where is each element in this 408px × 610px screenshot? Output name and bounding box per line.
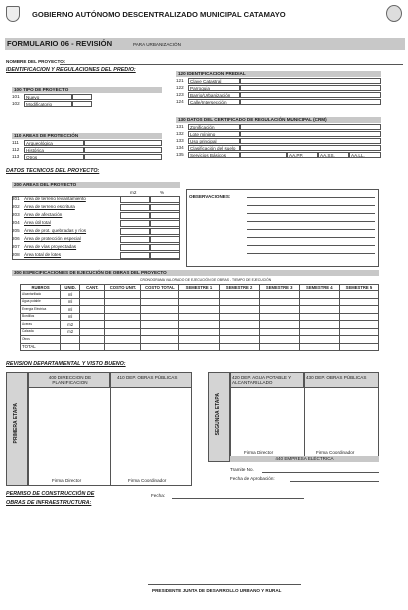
primera-divider [110, 388, 111, 486]
obras-cell[interactable] [105, 313, 141, 321]
area-m2-input[interactable] [120, 228, 150, 235]
crm-service-aall[interactable]: AA.LL. [349, 152, 381, 158]
obras-header: 300 ESPECIFICACIONES DE EJECUCIÓN DE OBRAS DEL PROYECTO [12, 270, 379, 276]
obras-unidad: ml [61, 298, 80, 306]
obras-cell[interactable] [179, 343, 219, 351]
area-pct-input[interactable] [150, 236, 180, 243]
obras-cell[interactable] [219, 321, 259, 329]
area-code: 205 [12, 228, 20, 233]
obras-cell[interactable] [105, 336, 141, 344]
tech-heading: DATOS TECNICOS DEL PROYECTO: [6, 168, 100, 174]
obras-cell[interactable] [219, 328, 259, 336]
observaciones-line[interactable] [247, 229, 375, 230]
predial-field-1[interactable] [240, 78, 381, 84]
prot-historica[interactable]: Histórica [24, 147, 84, 153]
tipo-header: 100 TIPO DE PROYECTO [12, 87, 162, 93]
area-label: Área de prot. quebradas y ríos [24, 228, 87, 233]
obras-col-header: SEMESTRE 1 [179, 285, 219, 291]
area-pct-input[interactable] [150, 196, 180, 203]
area-label: Área de protección especial [24, 236, 81, 241]
primera-etapa-label: PRIMERA ETAPA [13, 403, 19, 444]
area-pct-input[interactable] [150, 204, 180, 211]
primera-firma-director[interactable]: Firma Director [52, 478, 82, 483]
obras-cell[interactable] [141, 336, 179, 344]
crm-field-1[interactable] [240, 124, 381, 130]
revision-heading: REVISION DEPARTAMENTAL Y VISTO BUENO: [6, 361, 126, 367]
obras-col-header: COSTO UNIT. [105, 285, 141, 291]
obras-col-header: COSTO TOTAL [141, 285, 179, 291]
obras-unidad: ml [61, 306, 80, 314]
area-label: Área de afectación [24, 212, 63, 217]
observaciones-line[interactable] [247, 213, 375, 214]
obras-cell[interactable] [339, 321, 378, 329]
obras-cell[interactable] [179, 291, 219, 299]
obras-cell[interactable] [105, 291, 141, 299]
obras-unidad: ml [61, 313, 80, 321]
obras-cell[interactable] [80, 291, 105, 299]
area-pct-input[interactable] [150, 252, 180, 259]
obras-cell[interactable] [141, 343, 179, 351]
col-pct: % [160, 190, 165, 195]
obras-unidad: m2 [61, 321, 80, 329]
obras-cell[interactable] [179, 336, 219, 344]
obras-cell[interactable] [141, 298, 179, 306]
president-signature-line[interactable] [148, 584, 301, 585]
area-pct-input[interactable] [150, 228, 180, 235]
area-m2-input[interactable] [120, 196, 150, 203]
observaciones-line[interactable] [247, 221, 375, 222]
permiso-line2: OBRAS DE INFRAESTRUCTURA: [6, 500, 92, 506]
obras-cell[interactable] [219, 291, 259, 299]
prot-arqueologica[interactable]: Arqueológica [24, 140, 84, 146]
obras-cell[interactable] [339, 291, 378, 299]
obras-cell[interactable] [80, 343, 105, 351]
crm-servicios[interactable]: Servicios Básicos [188, 152, 240, 158]
obras-cell[interactable] [80, 321, 105, 329]
prot-field-1[interactable] [84, 140, 162, 146]
area-m2-input[interactable] [120, 252, 150, 259]
crm-header: 130 DATOS DEL CERTIFICADO DE REGULACIÓN MUNICIPAL (CRM) [176, 117, 381, 123]
cronograma-label: CRONOGRAMA VALORADO DE EJECUCIÓN DE OBRAS - TIEMPO DE EJECUCIÓN [140, 278, 272, 282]
obras-cell[interactable] [105, 306, 141, 314]
permiso-line1: PERMISO DE CONSTRUCCIÓN DE [6, 491, 95, 497]
project-name-label: NOMBRE DEL PROYECTO: [6, 59, 66, 64]
area-code: 203 [12, 212, 20, 217]
area-m2-input[interactable] [120, 220, 150, 227]
ident-heading: IDENTIFICACION Y REGULACIONES DEL PREDIO: [6, 67, 136, 73]
obras-unidad [61, 336, 80, 344]
obras-cell[interactable] [179, 298, 219, 306]
obras-cell[interactable] [179, 321, 219, 329]
table-row [21, 291, 379, 299]
segunda-etapa-label: SEGUNDA ETAPA [215, 393, 221, 436]
obras-cell[interactable] [105, 298, 141, 306]
table-row [21, 298, 379, 306]
crm-service-box-1[interactable] [240, 152, 287, 158]
obras-rubro: Energía Eléctrica [21, 306, 61, 314]
obras-unidad: m2 [61, 328, 80, 336]
area-code: 204 [12, 220, 20, 225]
predial-field-3[interactable] [240, 92, 381, 98]
area-label: Área de terreno escritura [24, 204, 75, 209]
crm-lote[interactable]: Lote mínimo [188, 131, 240, 137]
tipo-nuevo[interactable]: Nuevo [24, 94, 72, 100]
table-row [21, 328, 379, 336]
d430-label: 430 DEP. OBRAS PÚBLICAS [306, 375, 367, 380]
obras-cell[interactable] [141, 291, 179, 299]
observaciones-line[interactable] [247, 253, 375, 254]
obras-cell[interactable] [141, 306, 179, 314]
obras-col-header: SEMESTRE 5 [339, 285, 378, 291]
obras-cell[interactable] [299, 321, 339, 329]
obras-unidad: ml [61, 291, 80, 299]
obras-cell[interactable] [141, 328, 179, 336]
area-pct-input[interactable] [150, 220, 180, 227]
tipo-modificatorio[interactable]: Modificatorio [24, 101, 72, 107]
obras-cell[interactable] [259, 298, 299, 306]
obras-cell[interactable] [259, 328, 299, 336]
area-pct-input[interactable] [150, 244, 180, 251]
d410-label: 410 DEP. OBRAS PÚBLICAS [117, 375, 178, 380]
obras-cell[interactable] [219, 306, 259, 314]
obras-cell[interactable] [299, 343, 339, 351]
obras-cell[interactable] [219, 298, 259, 306]
crm-clasificacion[interactable]: Clasificación del suelo [188, 145, 240, 151]
area-m2-input[interactable] [120, 244, 150, 251]
obras-cell[interactable] [259, 306, 299, 314]
obras-rubro: Aceras [21, 321, 61, 329]
obras-cell[interactable] [219, 313, 259, 321]
area-label: Área de terreno levantamiento [24, 196, 86, 201]
fecha-aprob-label: Fecha de Aprobación: [230, 476, 275, 481]
obras-col-header: SEMESTRE 2 [219, 285, 259, 291]
obras-col-header: SEMESTRE 3 [259, 285, 299, 291]
observaciones-box[interactable] [186, 189, 379, 267]
crm-uso[interactable]: Uso principal [188, 138, 240, 144]
crm-service-aass[interactable]: AA.SS. [318, 152, 349, 158]
obras-cell[interactable] [259, 313, 299, 321]
obras-cell[interactable] [299, 336, 339, 344]
table-row [21, 313, 379, 321]
predial-clave[interactable]: Clave Catastral [188, 78, 240, 84]
obras-cell[interactable] [179, 306, 219, 314]
prot-field-2[interactable] [84, 147, 162, 153]
predial-header: 120 IDENTIFICACION PREDIAL [176, 71, 381, 77]
obras-col-header: SEMESTRE 4 [299, 285, 339, 291]
obras-cell[interactable] [299, 328, 339, 336]
obras-cell[interactable] [105, 343, 141, 351]
form-title-bar [5, 38, 405, 50]
obras-cell[interactable] [339, 306, 378, 314]
obras-cell[interactable] [339, 336, 378, 344]
observaciones-line[interactable] [247, 237, 375, 238]
obras-table [20, 284, 379, 351]
d420-label: 420 DEP. AGUA POTABLE Y ALCANTARILLADO [232, 375, 292, 386]
col-m2: m2 [130, 190, 137, 195]
observaciones-line[interactable] [247, 245, 375, 246]
obras-rubro: Alcantarillado [21, 291, 61, 299]
obras-col-header: UNID. [61, 285, 80, 291]
obras-cell[interactable] [259, 336, 299, 344]
obras-unidad [61, 343, 80, 351]
table-row [21, 336, 379, 344]
primera-etapa-band [6, 372, 28, 486]
crm-field-4[interactable] [240, 145, 381, 151]
area-code: 207 [12, 244, 20, 249]
primera-firma-coord[interactable]: Firma Coordinador [128, 478, 167, 483]
crm-field-2[interactable] [240, 131, 381, 137]
obras-cell[interactable] [259, 321, 299, 329]
obras-cell[interactable] [80, 336, 105, 344]
areas-proyecto-header: 200 AREAS DEL PROYECTO [12, 182, 180, 188]
segunda-etapa-band [208, 372, 230, 462]
area-code: 201 [12, 196, 20, 201]
obras-cell[interactable] [259, 343, 299, 351]
area-m2-input[interactable] [120, 204, 150, 211]
obras-cell[interactable] [219, 336, 259, 344]
obras-cell[interactable] [259, 291, 299, 299]
obras-rubro: TOTAL [21, 343, 61, 351]
segunda-firma-director[interactable]: Firma Director [244, 450, 274, 455]
obras-cell[interactable] [179, 313, 219, 321]
d400-label: 400 DIRECCION DE PLANIFICACION [48, 375, 92, 386]
tipo-check-2[interactable] [72, 101, 92, 107]
page-title: GOBIERNO AUTÓNOMO DESCENTRALIZADO MUNICIPAL CATAMAYO [32, 10, 286, 19]
obras-cell[interactable] [299, 306, 339, 314]
observaciones-line[interactable] [247, 197, 375, 198]
permiso-fecha-label: Fecha: [151, 493, 166, 498]
area-code: 208 [12, 252, 20, 257]
obras-cell[interactable] [299, 298, 339, 306]
obras-cell[interactable] [80, 306, 105, 314]
area-label: Área útil total [24, 220, 51, 225]
predial-barrio[interactable]: Barrio/Urbanización [188, 92, 240, 98]
permiso-fecha-field[interactable] [172, 498, 304, 499]
area-m2-input[interactable] [120, 212, 150, 219]
obras-cell[interactable] [141, 313, 179, 321]
obras-cell[interactable] [299, 313, 339, 321]
obras-cell[interactable] [80, 328, 105, 336]
segunda-divider [304, 388, 305, 456]
tipo-check-1[interactable] [72, 94, 92, 100]
table-row [21, 343, 379, 351]
form-subtitle: PARA URBANIZACIÓN [133, 41, 181, 47]
observaciones-line[interactable] [247, 205, 375, 206]
obras-rubro: Calzada [21, 328, 61, 336]
project-name-field[interactable] [60, 64, 403, 65]
tramite-field[interactable] [262, 472, 379, 473]
obras-cell[interactable] [339, 298, 378, 306]
crm-service-aapp[interactable]: AA.PP. [287, 152, 318, 158]
area-code: 202 [12, 204, 20, 209]
area-code: 206 [12, 236, 20, 241]
form-title: FORMULARIO 06 - REVISIÓN [7, 39, 113, 48]
obras-cell[interactable] [80, 298, 105, 306]
prot-otros[interactable]: Otros [24, 154, 84, 160]
obras-cell[interactable] [339, 328, 378, 336]
area-pct-input[interactable] [150, 212, 180, 219]
obras-rubro: Agua potable [21, 298, 61, 306]
obras-cell[interactable] [105, 328, 141, 336]
d440-label: 440 EMPRESA ELÉCTRICA [230, 456, 379, 462]
obras-cell[interactable] [339, 313, 378, 321]
crm-field-3[interactable] [240, 138, 381, 144]
obras-col-header: CANT. [80, 285, 105, 291]
table-row [21, 321, 379, 329]
obras-cell[interactable] [339, 343, 378, 351]
prot-field-3[interactable] [84, 154, 162, 160]
obras-rubro: Otros [21, 336, 61, 344]
fecha-aprob-field[interactable] [290, 481, 379, 482]
predial-field-4[interactable] [240, 99, 381, 105]
obras-col-header: RUBROS [21, 285, 61, 291]
area-m2-input[interactable] [120, 236, 150, 243]
observaciones-label: OBSERVACIONES: [189, 194, 231, 199]
obras-cell[interactable] [219, 343, 259, 351]
table-row [21, 306, 379, 314]
logo-right-icon [386, 5, 402, 22]
obras-cell[interactable] [80, 313, 105, 321]
segunda-firma-coord[interactable]: Firma Coordinador [316, 450, 355, 455]
obras-cell[interactable] [179, 328, 219, 336]
tramite-label: Tramite No. [230, 467, 254, 472]
predial-parroquia[interactable]: Parroquia [188, 85, 240, 91]
obras-header-row [21, 285, 379, 291]
areas-prot-header: 110 AREAS DE PROTECCIÓN [12, 133, 162, 139]
crm-zonificacion[interactable]: Zonificación [188, 124, 240, 130]
obras-cell[interactable] [141, 321, 179, 329]
footer-label: PRESIDENTE JUNTA DE DESARROLLO URBANO Y RURAL [152, 588, 282, 593]
area-label: Área total de lotes [24, 252, 62, 257]
obras-rubro: Bordillos [21, 313, 61, 321]
area-label: Área de vías proyectadas [24, 244, 77, 249]
predial-calle[interactable]: Calle/Intersección [188, 99, 240, 105]
obras-cell[interactable] [299, 291, 339, 299]
obras-cell[interactable] [105, 321, 141, 329]
predial-field-2[interactable] [240, 85, 381, 91]
logo-left-icon [6, 6, 20, 22]
